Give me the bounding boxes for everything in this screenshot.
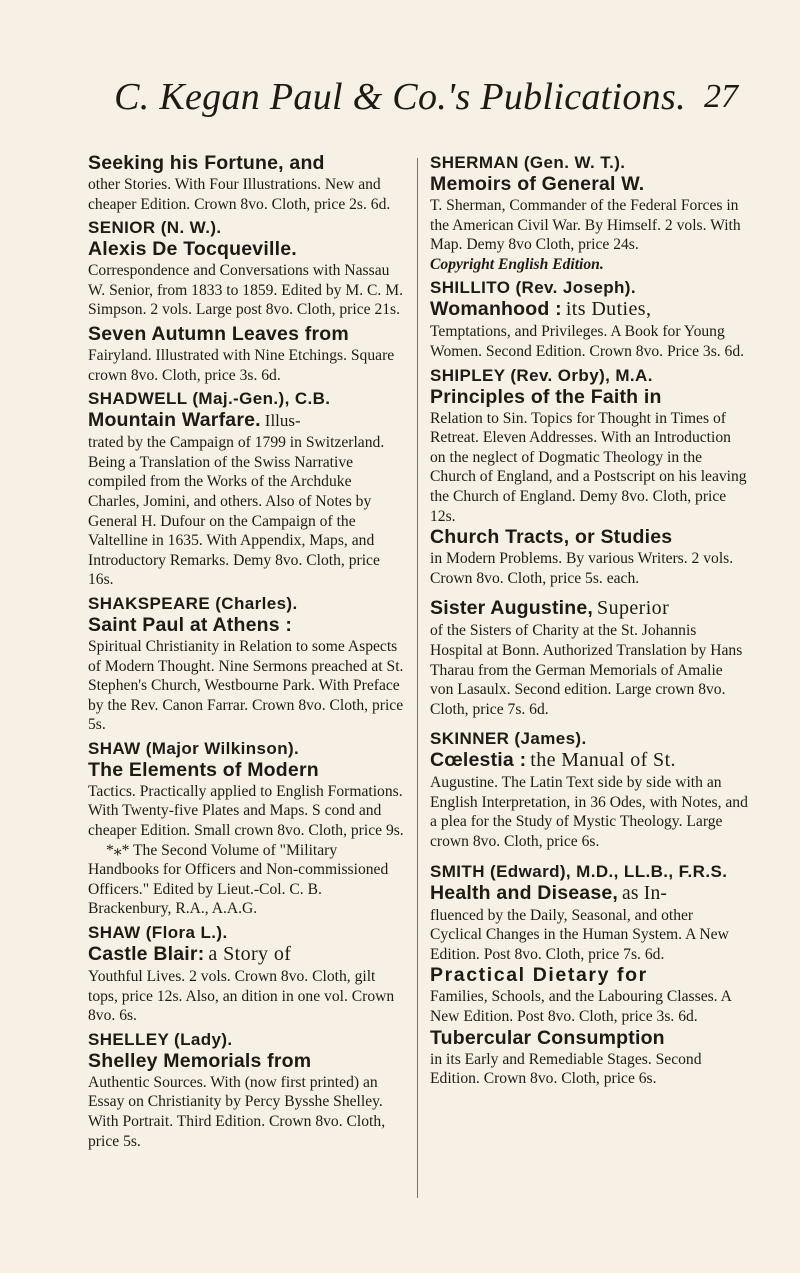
entry-author: SHERMAN (Gen. W. T.). — [430, 153, 626, 172]
entry-shaw-flora — [88, 922, 406, 1026]
entry-description: Youthful Lives. 2 vols. Crown 8vo. Cloth, gilt tops, price 12s. Also, an dition in one vol. Crown 8vo. 6s. — [88, 968, 395, 1025]
entry-second-title: Church Tracts, or Studies — [430, 526, 673, 549]
entry-author: SHILLITO (Rev. Joseph). — [430, 278, 636, 298]
entry-second-description: Families, Schools, and the Labouring Classes. A New Edition. Post 8vo. Cloth, price 3s. 6d. — [430, 988, 732, 1026]
entry-description: of the Sisters of Charity at the St. Johannis Hospital at Bonn. Authorized Translation by Hans Tharau from the German Memorials of Amalie von Lasaulx. Second edition. Large crown 8vo. Cloth, price 7s. 6d. — [430, 622, 743, 718]
entry-description: trated by the Campaign of 1799 in Switzerland. Being a Translation of the Swiss Narrative compiled from the Works of the Archduke Charles, Jomini, and others. Also of Notes by General H. Dufour on the Campaign of the Valtelline in 1635. With Appendix, Maps, and Introductory Remarks. Demy 8vo. Cloth, price 16s. — [88, 434, 385, 589]
entry-description: fluenced by the Daily, Seasonal, and other Cyclical Changes in the Human System. A New Edition. Post 8vo. Cloth, price 7s. 6d. — [430, 906, 729, 963]
left-column — [88, 152, 406, 1154]
running-head — [0, 72, 800, 122]
entry-description: Authentic Sources. With (now first printed) an Essay on Christianity by Percy Bysshe Shelley. With Portrait. Third Edition. Crown 8vo. Cloth, price 5s. — [88, 1073, 386, 1150]
entry-sister-augustine — [430, 597, 748, 719]
entry-title: Alexis De Tocqueville. — [88, 238, 297, 261]
entry-description: Augustine. The Latin Text side by side with an English Interpretation, in 36 Odes, with Notes, and a plea for the Study of Mystic Theology. Large crown 8vo. Cloth, price 6s. — [430, 774, 748, 851]
entry-copyright-note: Copyright English Edition. — [430, 255, 604, 273]
column-divider — [417, 158, 418, 1198]
entry-third-title: Tubercular Consumption — [430, 1026, 665, 1049]
entry-third-description: in its Early and Remediable Stages. Second Edition. Crown 8vo. Cloth, price 6s. — [430, 1050, 702, 1088]
entry-sherman — [430, 152, 748, 274]
entry-title: Saint Paul at Athens : — [88, 613, 293, 636]
entry-note: *⁎* The Second Volume of "Military Handbooks for Officers and Non-commissioned Officers." Edited by Lieut.-Col. C. B. Brackenbury, R.A., A.A.G. — [88, 841, 389, 918]
entry-description: Fairyland. Illustrated with Nine Etchings. Square crown 8vo. Cloth, price 3s. 6d. — [88, 346, 395, 384]
entry-title: Sister Augustine, — [430, 597, 594, 620]
entry-title-tail: as In- — [622, 882, 668, 904]
entry-author: SHELLEY (Lady). — [88, 1029, 233, 1049]
entry-description: Relation to Sin. Topics for Thought in Times of Retreat. Eleven Addresses. With an Introduction on the neglect of Dogmatic Theology in the Church of England, and a Postscript on his leaving the Church of England. Demy 8vo. Cloth, price 12s. — [430, 409, 747, 525]
running-title: C. Kegan Paul & Co.'s Publications. — [114, 76, 686, 118]
entry-skinner — [430, 728, 748, 851]
catalogue-columns — [88, 152, 748, 1232]
entry-description: Spiritual Christianity in Relation to some Aspects of Modern Thought. Nine Sermons preached at St. Stephen's Church, Westbourne Park. With Preface by the Rev. Canon Farrar. Crown 8vo. Cloth, price 5s. — [88, 637, 404, 734]
entry-shelley — [88, 1029, 406, 1151]
entry-senior — [88, 217, 406, 320]
entry-title-tail: Superior — [597, 597, 670, 620]
entry-author: SHAW (Major Wilkinson). — [88, 738, 300, 758]
entry-title-tail: its Duties, — [565, 298, 652, 321]
entry-shadwell — [88, 388, 406, 590]
entry-description: Tactics. Practically applied to English Formations. With Twenty-five Plates and Maps. S cond and cheaper Edition. Small crown 8vo. Cloth, price 9s. — [88, 782, 404, 840]
entry-author: SKINNER (James). — [430, 729, 587, 749]
entry-title: Principles of the Faith in — [430, 385, 662, 408]
entry-title-line — [430, 298, 748, 322]
entry-seeking-his-fortune — [88, 152, 406, 214]
entry-author: SENIOR (N. W.). — [88, 218, 222, 238]
entry-description: Temptations, and Privileges. A Book for Young Women. Second Edition. Crown 8vo. Price 3s. 6d. — [430, 323, 745, 360]
entry-title: Seeking his Fortune, and — [88, 152, 325, 174]
entry-title-line — [430, 749, 748, 773]
entry-author: SMITH (Edward), M.D., LL.B., F.R.S. — [430, 861, 728, 881]
entry-title: Cœlestia : — [430, 749, 527, 772]
entry-seven-autumn-leaves — [88, 323, 406, 385]
entry-description: T. Sherman, Commander of the Federal Forces in the American Civil War. By Himself. 2 vols. With Map. Demy 8vo Cloth, price 24s. — [430, 197, 741, 254]
entry-shaw-wilkinson — [88, 738, 406, 919]
entry-author: SHAKSPEARE (Charles). — [88, 593, 298, 613]
entry-description: other Stories. With Four Illustrations. New and cheaper Edition. Crown 8vo. Cloth, price 2s. 6d. — [88, 176, 391, 213]
entry-smith — [430, 861, 748, 1089]
entry-title: Health and Disease, — [430, 881, 619, 904]
entry-title-tail: a Story of — [208, 943, 292, 966]
entry-shakspeare — [88, 593, 406, 735]
right-column — [430, 152, 748, 1092]
entry-title: Shelley Memorials from — [88, 1049, 312, 1072]
entry-title: Mountain Warfare. — [88, 409, 261, 432]
entry-title: The Elements of Modern — [88, 758, 319, 781]
entry-second-description: in Modern Problems. By various Writers. 2 vols. Crown 8vo. Cloth, price 5s. each. — [430, 550, 734, 587]
entry-description: Correspondence and Conversations with Nassau W. Senior, from 1833 to 1859. Edited by M. C. M. Simpson. 2 vols. Large post 8vo. Cloth, price 21s. — [88, 262, 403, 319]
entry-author: SHADWELL (Maj.-Gen.), C.B. — [88, 389, 331, 409]
entry-title-line — [88, 409, 406, 433]
entry-second-title: Practical Dietary for — [430, 964, 648, 987]
page-number: 27 — [704, 78, 738, 115]
entry-shillito — [430, 277, 748, 361]
entry-title: Castle Blair: — [88, 943, 205, 966]
entry-title-tail: the Manual of St. — [530, 749, 676, 772]
entry-author: SHIPLEY (Rev. Orby), M.A. — [430, 365, 653, 385]
entry-title: Seven Autumn Leaves from — [88, 322, 349, 345]
entry-title-line — [88, 943, 406, 967]
entry-shipley — [430, 365, 748, 589]
entry-title-line — [430, 597, 748, 621]
entry-title: Memoirs of General W. — [430, 173, 645, 195]
entry-author: SHAW (Flora L.). — [88, 923, 228, 943]
entry-title-line — [430, 882, 748, 906]
entry-title-tail: Illus- — [264, 411, 301, 431]
entry-title: Womanhood : — [430, 298, 562, 321]
